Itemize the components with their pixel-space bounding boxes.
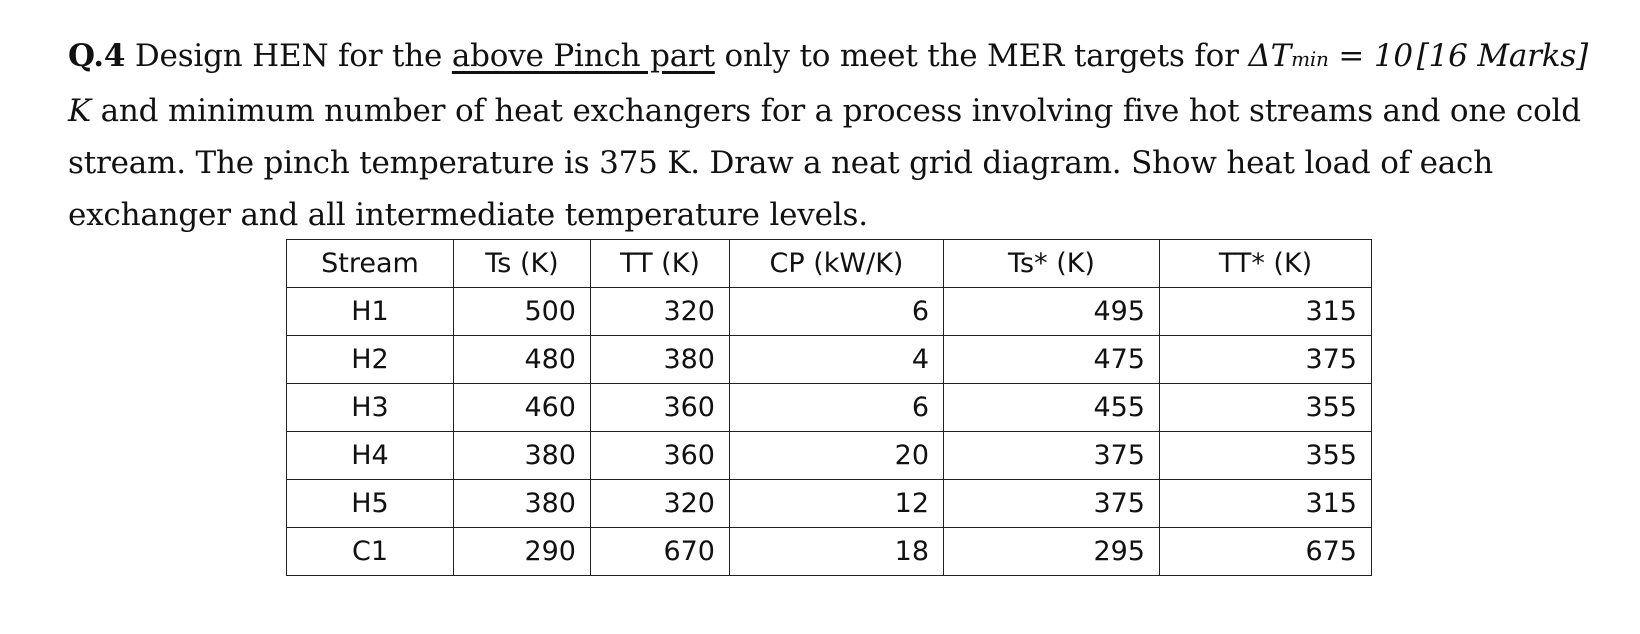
cell-ts-star: 295 [944, 528, 1160, 576]
table-row [287, 432, 1372, 480]
delta-value: = 10 K [68, 38, 1413, 129]
cell-cp: 12 [730, 480, 944, 528]
question-underlined-text: above Pinch part [451, 38, 715, 74]
cell-cp: 18 [730, 528, 944, 576]
cell-stream: H4 [287, 432, 454, 480]
header-ts-star: Ts* (K) [944, 240, 1160, 288]
table-row [287, 528, 1372, 576]
cell-tt-star: 675 [1160, 528, 1372, 576]
header-stream: Stream [287, 240, 454, 288]
cell-tt-star: 355 [1160, 432, 1372, 480]
marks-label: [16 Marks] [1416, 38, 1588, 74]
cell-ts-star: 375 [944, 432, 1160, 480]
cell-cp: 6 [730, 288, 944, 336]
question-text-part1: Design HEN for the [125, 38, 452, 74]
table-row [287, 384, 1372, 432]
header-tt-star: TT* (K) [1160, 240, 1372, 288]
cell-tt: 360 [591, 432, 730, 480]
cell-cp: 4 [730, 336, 944, 384]
cell-stream: H5 [287, 480, 454, 528]
header-tt: TT (K) [591, 240, 730, 288]
cell-cp: 20 [730, 432, 944, 480]
delta-symbol: ΔT [1248, 38, 1292, 74]
table-row [287, 288, 1372, 336]
cell-tt: 320 [591, 288, 730, 336]
cell-stream: H2 [287, 336, 454, 384]
cell-stream: C1 [287, 528, 454, 576]
cell-ts: 380 [454, 432, 591, 480]
cell-ts: 380 [454, 480, 591, 528]
cell-tt-star: 375 [1160, 336, 1372, 384]
cell-tt: 320 [591, 480, 730, 528]
cell-tt-star: 315 [1160, 480, 1372, 528]
table-row [287, 336, 1372, 384]
header-ts: Ts (K) [454, 240, 591, 288]
cell-ts: 290 [454, 528, 591, 576]
cell-tt: 380 [591, 336, 730, 384]
question-number: Q.4 [68, 38, 126, 74]
cell-ts-star: 475 [944, 336, 1160, 384]
cell-cp: 6 [730, 384, 944, 432]
cell-stream: H1 [287, 288, 454, 336]
cell-ts: 500 [454, 288, 591, 336]
delta-subscript: min [1291, 47, 1329, 71]
table-row [287, 480, 1372, 528]
cell-ts-star: 495 [944, 288, 1160, 336]
cell-ts: 460 [454, 384, 591, 432]
cell-stream: H3 [287, 384, 454, 432]
cell-ts: 480 [454, 336, 591, 384]
cell-tt: 360 [591, 384, 730, 432]
table-header-row [287, 240, 1372, 288]
cell-tt-star: 355 [1160, 384, 1372, 432]
header-cp: CP (kW/K) [730, 240, 944, 288]
stream-table [286, 239, 1372, 576]
cell-tt-star: 315 [1160, 288, 1372, 336]
cell-tt: 670 [591, 528, 730, 576]
question-text-part2: only to meet the MER targets for [714, 38, 1249, 74]
question-text-part3: and minimum number of heat exchangers for a process involving five hot streams and one cold stream. The pinch temperature is 375 K. Draw a neat grid diagram. Show heat load of each exchanger and all intermediate temperature levels. [68, 93, 1581, 233]
question-paragraph [68, 30, 1588, 241]
cell-ts-star: 375 [944, 480, 1160, 528]
cell-ts-star: 455 [944, 384, 1160, 432]
